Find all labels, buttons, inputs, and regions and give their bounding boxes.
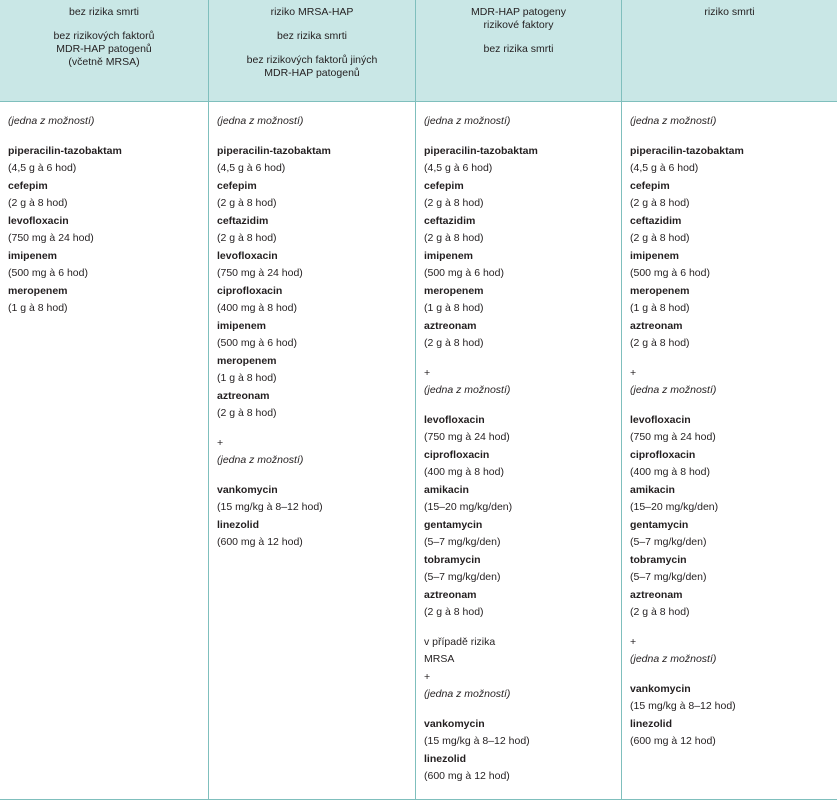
column-2-header-line: MDR-HAP patogenů (264, 67, 360, 80)
drug-name: gentamycin (630, 518, 689, 531)
drug-dose: (600 mg à 12 hod) (424, 770, 510, 782)
drug-name: linezolid (217, 518, 259, 531)
drug-name: tobramycin (630, 553, 687, 566)
drug-dose: (400 mg à 8 hod) (217, 302, 297, 314)
column-1-header-line: bez rizikových faktorů (53, 30, 155, 43)
drug-dose: (400 mg à 8 hod) (630, 466, 710, 478)
selection-note: (jedna z možností) (424, 688, 511, 700)
column-3-header-line: rizikové faktory (483, 19, 554, 31)
drug-name: levofloxacin (8, 214, 69, 227)
selection-note: (jedna z možností) (630, 653, 717, 665)
drug-dose: (2 g à 8 hod) (630, 606, 690, 618)
drug-dose: (1 g à 8 hod) (424, 302, 484, 314)
drug-dose: (500 mg à 6 hod) (630, 267, 710, 279)
drug-name: aztreonam (630, 588, 683, 601)
drug-dose: (4,5 g à 6 hod) (217, 162, 286, 174)
table-text: + (424, 366, 431, 379)
drug-dose: (4,5 g à 6 hod) (8, 162, 77, 174)
drug-dose: (1 g à 8 hod) (8, 302, 68, 314)
drug-dose: (5–7 mg/kg/den) (630, 536, 707, 548)
drug-dose: (15 mg/kg à 8–12 hod) (630, 700, 736, 712)
drug-name: tobramycin (424, 553, 481, 566)
column-3-header-line: MDR-HAP patogeny (471, 6, 566, 18)
column-3 (416, 0, 622, 800)
drug-dose: (4,5 g à 6 hod) (630, 162, 699, 174)
drug-dose: (15 mg/kg à 8–12 hod) (424, 735, 530, 747)
drug-name: meropenem (217, 354, 277, 367)
drug-dose: (750 mg à 24 hod) (630, 431, 716, 443)
drug-name: aztreonam (424, 588, 477, 601)
drug-dose: (15 mg/kg à 8–12 hod) (217, 501, 323, 513)
drug-name: meropenem (8, 284, 68, 297)
selection-note: (jedna z možností) (630, 384, 717, 396)
table-text: MRSA (424, 653, 455, 665)
drug-name: imipenem (630, 249, 680, 262)
drug-name: aztreonam (217, 389, 270, 402)
drug-name: cefepim (217, 179, 257, 192)
drug-dose: (2 g à 8 hod) (630, 197, 690, 209)
drug-dose: (2 g à 8 hod) (217, 197, 277, 209)
drug-dose: (2 g à 8 hod) (8, 197, 68, 209)
drug-name: cefepim (630, 179, 670, 192)
column-1-header-line: MDR-HAP patogenů (56, 43, 152, 56)
drug-dose: (2 g à 8 hod) (424, 232, 484, 244)
table-text: v případě rizika (424, 635, 496, 648)
drug-dose: (4,5 g à 6 hod) (424, 162, 493, 174)
drug-name: piperacilin-tazobaktam (217, 144, 331, 157)
drug-name: piperacilin-tazobaktam (424, 144, 538, 157)
drug-name: cefepim (8, 179, 48, 192)
drug-dose: (1 g à 8 hod) (217, 372, 277, 384)
column-1-header-line: bez rizika smrti (68, 6, 139, 18)
column-2 (209, 0, 416, 800)
drug-dose: (5–7 mg/kg/den) (630, 571, 707, 583)
selection-note: (jedna z možností) (217, 454, 304, 466)
drug-name: piperacilin-tazobaktam (8, 144, 122, 157)
drug-name: ciprofloxacin (424, 448, 490, 461)
drug-name: vankomycin (630, 682, 691, 695)
table-text: + (217, 436, 224, 449)
drug-name: ceftazidim (630, 214, 682, 227)
column-3-header-line: bez rizika smrti (483, 43, 554, 56)
drug-dose: (500 mg à 6 hod) (217, 337, 297, 349)
drug-name: ceftazidim (424, 214, 476, 227)
table-text: + (630, 635, 637, 648)
drug-name: linezolid (630, 717, 672, 730)
drug-dose: (500 mg à 6 hod) (8, 267, 88, 279)
table-text: + (630, 366, 637, 379)
drug-dose: (500 mg à 6 hod) (424, 267, 504, 279)
drug-name: amikacin (630, 483, 675, 496)
column-4-header-line: riziko smrti (704, 6, 755, 18)
drug-dose: (5–7 mg/kg/den) (424, 536, 501, 548)
drug-dose: (15–20 mg/kg/den) (424, 501, 513, 513)
drug-dose: (400 mg à 8 hod) (424, 466, 504, 478)
drug-name: gentamycin (424, 518, 483, 531)
column-1-header-line: (včetně MRSA) (68, 56, 140, 69)
drug-name: levofloxacin (217, 249, 278, 262)
drug-name: vankomycin (424, 717, 485, 730)
drug-dose: (2 g à 8 hod) (217, 232, 277, 244)
selection-note: (jedna z možností) (8, 115, 95, 127)
drug-name: aztreonam (630, 319, 683, 332)
drug-dose: (750 mg à 24 hod) (424, 431, 510, 443)
drug-name: imipenem (217, 319, 267, 332)
drug-name: meropenem (630, 284, 690, 297)
selection-note: (jedna z možností) (630, 115, 717, 127)
drug-name: imipenem (424, 249, 474, 262)
drug-dose: (2 g à 8 hod) (217, 407, 277, 419)
table-text: + (424, 670, 431, 683)
column-4 (622, 0, 837, 800)
drug-dose: (15–20 mg/kg/den) (630, 501, 719, 513)
drug-dose: (750 mg à 24 hod) (217, 267, 303, 279)
drug-name: ciprofloxacin (630, 448, 696, 461)
column-2-header-line: bez rizikových faktorů jiných (246, 54, 378, 67)
selection-note: (jedna z možností) (424, 115, 511, 127)
drug-dose: (1 g à 8 hod) (630, 302, 690, 314)
drug-name: amikacin (424, 483, 469, 496)
drug-name: ciprofloxacin (217, 284, 283, 297)
drug-name: aztreonam (424, 319, 477, 332)
drug-dose: (2 g à 8 hod) (424, 197, 484, 209)
drug-dose: (2 g à 8 hod) (630, 232, 690, 244)
drug-dose: (5–7 mg/kg/den) (424, 571, 501, 583)
drug-dose: (2 g à 8 hod) (424, 606, 484, 618)
selection-note: (jedna z možností) (424, 384, 511, 396)
drug-name: ceftazidim (217, 214, 269, 227)
drug-name: levofloxacin (630, 413, 691, 426)
drug-name: imipenem (8, 249, 58, 262)
drug-name: linezolid (424, 752, 466, 765)
drug-dose: (600 mg à 12 hod) (217, 536, 303, 548)
column-1 (0, 0, 209, 800)
drug-name: piperacilin-tazobaktam (630, 144, 744, 157)
drug-name: cefepim (424, 179, 464, 192)
column-2-header-line: bez rizika smrti (276, 30, 347, 43)
drug-dose: (2 g à 8 hod) (630, 337, 690, 349)
drug-dose: (2 g à 8 hod) (424, 337, 484, 349)
column-2-header-line: riziko MRSA-HAP (270, 6, 354, 18)
drug-name: meropenem (424, 284, 484, 297)
drug-dose: (750 mg à 24 hod) (8, 232, 94, 244)
selection-note: (jedna z možností) (217, 115, 304, 127)
drug-name: vankomycin (217, 483, 278, 496)
drug-name: levofloxacin (424, 413, 485, 426)
drug-dose: (600 mg à 12 hod) (630, 735, 716, 747)
